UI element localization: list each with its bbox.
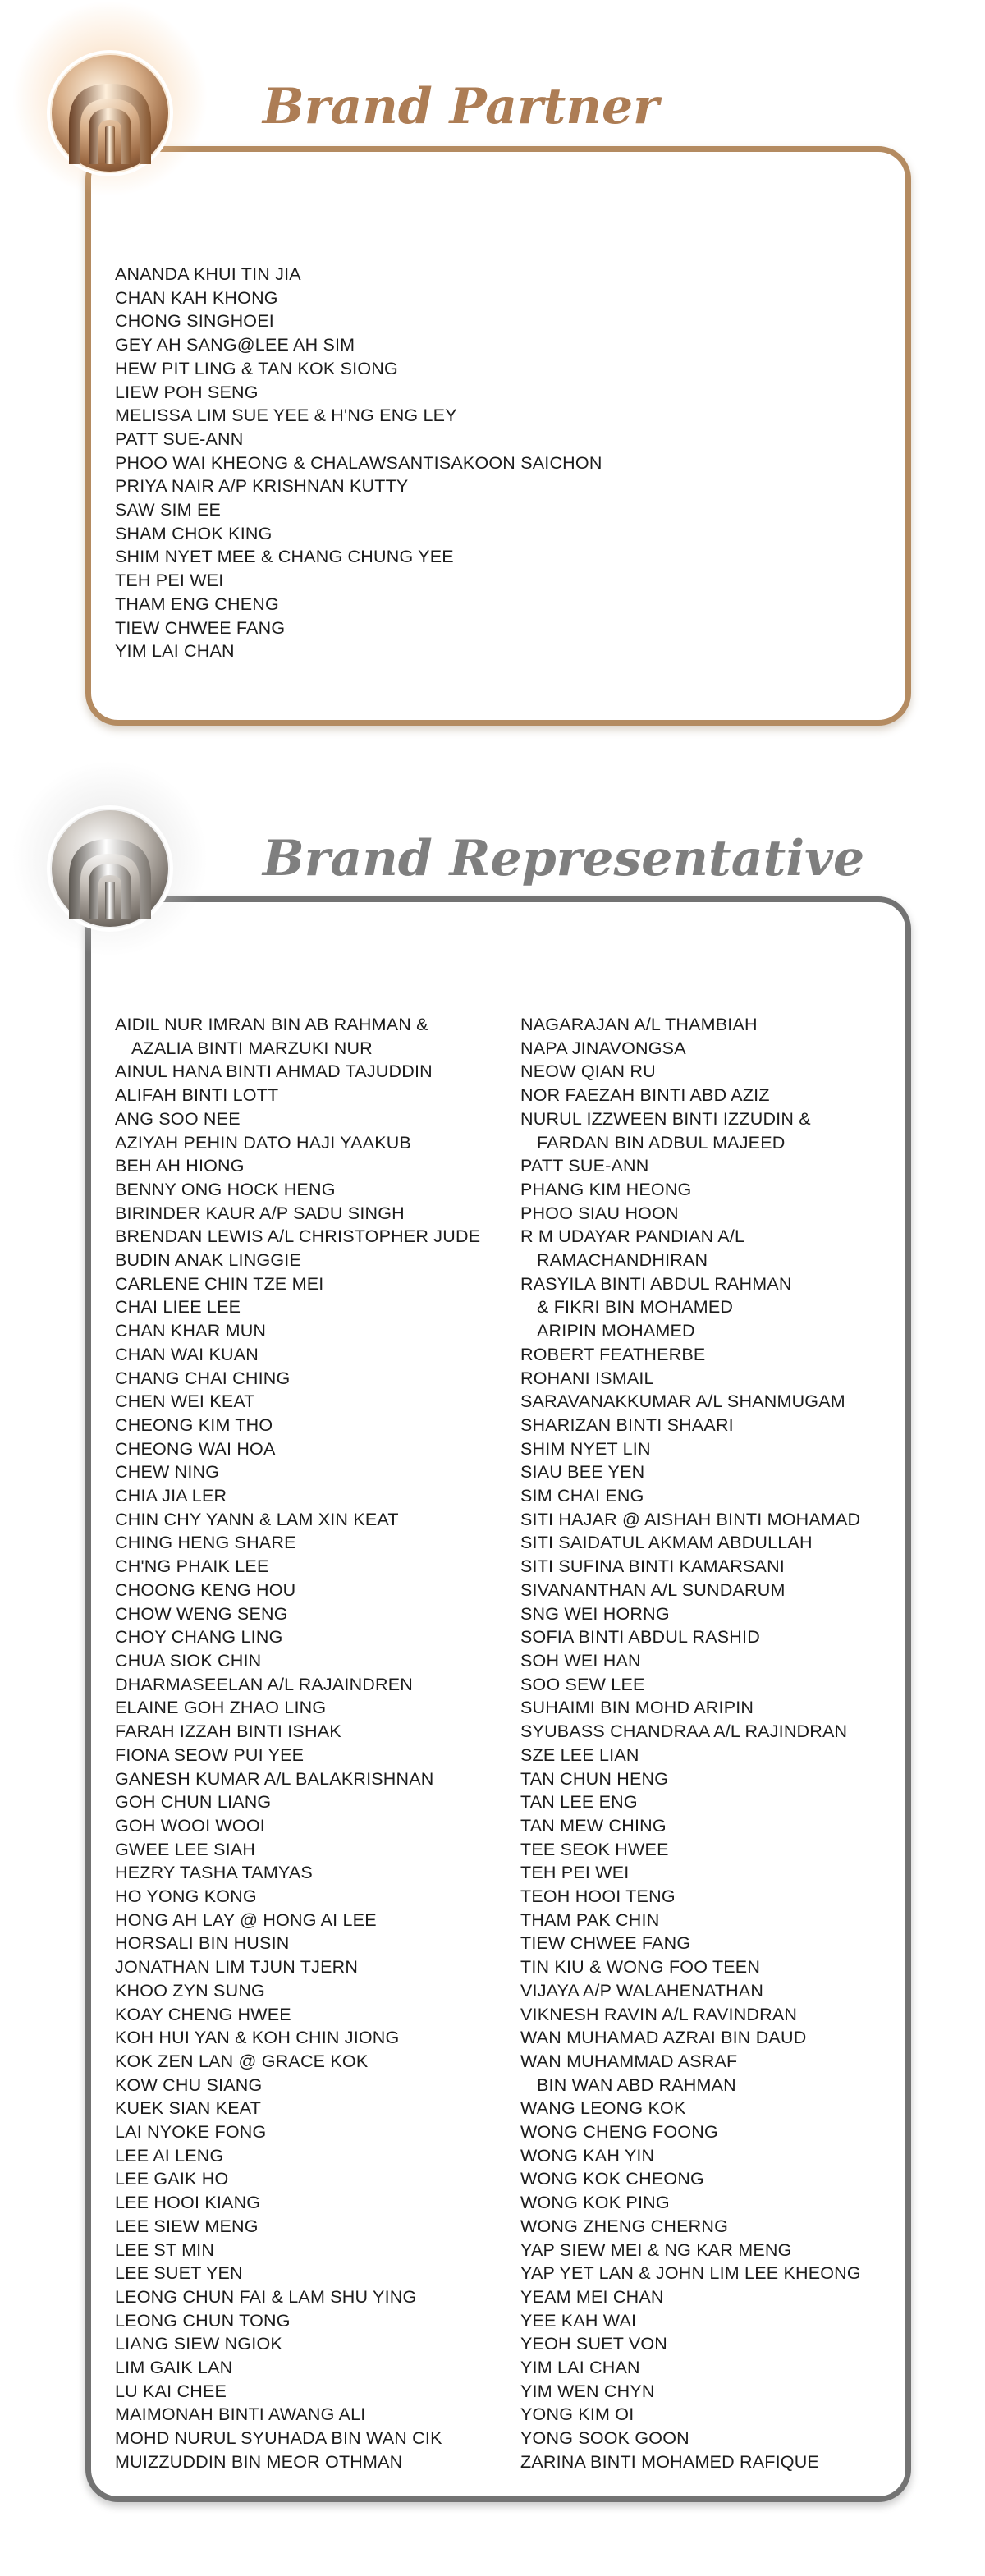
name-entry [520, 1932, 861, 1955]
name-entry [115, 1579, 480, 1602]
name-text: CARLENE CHIN TZE MEI [115, 1273, 324, 1294]
name-text: YAP SIEW MEI & NG KAR MENG [520, 2239, 792, 2260]
name-entry [115, 2427, 480, 2450]
name-entry [520, 1767, 861, 1791]
name-text: MOHD NURUL SYUHADA BIN WAN CIK [115, 2428, 442, 2449]
name-entry [115, 1084, 480, 1107]
name-text: LIM GAIK LAN [115, 2358, 233, 2378]
name-text: GWEE LEE SIAH [115, 1839, 256, 1859]
name-text: GOH WOOI WOOI [115, 1815, 265, 1836]
name-entry [520, 1178, 861, 1202]
name-text: GANESH KUMAR A/L BALAKRISHNAN [115, 1768, 434, 1789]
name-entry [115, 404, 602, 428]
name-continuation-text: AZALIA BINTI MARZUKI NUR [131, 1038, 373, 1058]
name-text: KOK ZEN LAN @ GRACE KOK [115, 2051, 369, 2071]
name-text: KOAY CHENG HWEE [115, 2004, 291, 2024]
name-entry [115, 2074, 480, 2097]
name-text: PRIYA NAIR A/P KRISHNAN KUTTY [115, 476, 409, 497]
name-entry [520, 1013, 861, 1037]
name-text: BEH AH HIONG [115, 1156, 245, 1176]
name-entry [115, 2120, 480, 2144]
name-text: HORSALI BIN HUSIN [115, 1933, 290, 1954]
name-entry [115, 1979, 480, 2003]
name-entry [520, 1437, 861, 1461]
name-text: TAN LEE ENG [520, 1792, 638, 1813]
name-entry [115, 1909, 480, 1932]
name-entry [115, 1814, 480, 1838]
name-entry [520, 1272, 861, 1343]
name-entry [115, 1202, 480, 1226]
name-text: YIM WEN CHYN [520, 2381, 655, 2401]
name-text: YEE KAH WAI [520, 2310, 637, 2331]
name-entry [520, 1885, 861, 1909]
name-entry [520, 2285, 861, 2309]
name-entry [115, 451, 602, 475]
name-text: CHEW NING [115, 1462, 220, 1483]
name-entry [520, 1414, 861, 1437]
name-text: SIAU BEE YEN [520, 1462, 645, 1483]
name-text: TEOH HOOI TENG [520, 1886, 676, 1907]
name-entry [520, 2450, 861, 2474]
name-entry [115, 1107, 480, 1131]
name-text: SOH WEI HAN [520, 1650, 641, 1671]
name-entry [115, 1649, 480, 1673]
name-entry [115, 381, 602, 405]
name-text: KOW CHU SIANG [115, 2074, 263, 2095]
name-text: LEE ST MIN [115, 2239, 215, 2260]
name-text: THAM ENG CHENG [115, 594, 279, 614]
name-text: VIJAYA A/P WALAHENATHAN [520, 1980, 764, 2001]
name-entry [115, 1437, 480, 1461]
name-entry [115, 2356, 480, 2380]
name-text: TEE SEOK HWEE [520, 1839, 669, 1859]
name-text: CHEONG KIM THO [115, 1414, 273, 1435]
name-text: PHANG KIM HEONG [520, 1179, 692, 1199]
name-text: CHOONG KENG HOU [115, 1579, 296, 1600]
name-entry [115, 2097, 480, 2120]
name-text: CHAN WAI KUAN [115, 1344, 259, 1364]
name-text: BIRINDER KAUR A/P SADU SINGH [115, 1203, 405, 1223]
name-text: ELAINE GOH ZHAO LING [115, 1698, 327, 1718]
name-entry [115, 1861, 480, 1885]
brand-partner-name-list [115, 263, 602, 663]
name-text: TEH PEI WEI [115, 571, 224, 591]
name-text: YEOH SUET VON [520, 2334, 668, 2354]
name-entry [115, 1390, 480, 1414]
name-entry [115, 1414, 480, 1437]
silver-arch-emblem-icon [44, 803, 176, 934]
name-text: SIVANANTHAN A/L SUNDARUM [520, 1579, 786, 1600]
bronze-arch-emblem-icon [44, 48, 176, 179]
name-text: TAN CHUN HENG [520, 1768, 669, 1789]
name-entry [520, 1838, 861, 1862]
brand-partner-title: Brand Partner [263, 78, 659, 135]
name-text: CH'NG PHAIK LEE [115, 1556, 269, 1577]
name-entry [520, 1861, 861, 1885]
name-entry [115, 1508, 480, 1532]
name-entry [520, 2403, 861, 2427]
name-text: ANANDA KHUI TIN JIA [115, 264, 301, 284]
name-text: SHIM NYET LIN [520, 1438, 651, 1459]
name-entry [115, 1885, 480, 1909]
name-text: SITI SUFINA BINTI KAMARSANI [520, 1556, 785, 1577]
name-text: LIANG SIEW NGIOK [115, 2334, 282, 2354]
name-entry [115, 1154, 480, 1178]
name-text: WONG KAH YIN [520, 2145, 655, 2166]
name-entry [520, 1649, 861, 1673]
name-continuation-text: RAMACHANDHIRAN [537, 1250, 708, 1271]
name-entry [115, 1178, 480, 1202]
name-entry [520, 1343, 861, 1367]
name-entry [520, 1225, 861, 1272]
name-text: ALIFAH BINTI LOTT [115, 1085, 279, 1106]
name-text: TIN KIU & WONG FOO TEEN [520, 1957, 761, 1978]
name-entry [115, 263, 602, 286]
name-text: JONATHAN LIM TJUN TJERN [115, 1957, 359, 1978]
name-text: HEW PIT LING & TAN KOK SIONG [115, 358, 398, 378]
name-text: MUIZZUDDIN BIN MEOR OTHMAN [115, 2451, 403, 2472]
name-entry [520, 1484, 861, 1508]
name-text: CHAI LIEE LEE [115, 1297, 241, 1318]
name-entry [520, 2427, 861, 2450]
name-text: HONG AH LAY @ HONG AI LEE [115, 1909, 377, 1930]
name-entry [520, 2167, 861, 2191]
name-text: CHANG CHAI CHING [115, 1368, 291, 1388]
name-text: RASYILA BINTI ABDUL RAHMAN [520, 1273, 792, 1294]
name-entry [520, 1790, 861, 1814]
name-text: AZIYAH PEHIN DATO HAJI YAAKUB [115, 1132, 412, 1153]
name-text: FARAH IZZAH BINTI ISHAK [115, 1721, 341, 1742]
name-entry [115, 1225, 480, 1249]
name-text: BRENDAN LEWIS A/L CHRISTOPHER JUDE [115, 1226, 481, 1247]
name-entry [115, 2239, 480, 2262]
name-entry [115, 2403, 480, 2427]
name-text: LEE SUET YEN [115, 2263, 243, 2284]
name-entry [520, 1460, 861, 1484]
name-text: SARAVANAKKUMAR A/L SHANMUGAM [520, 1391, 845, 1412]
name-entry [520, 2215, 861, 2239]
name-entry [520, 1625, 861, 1649]
name-entry [520, 1720, 861, 1744]
name-text: CHOW WENG SENG [115, 1603, 288, 1624]
name-text: TIEW CHWEE FANG [115, 617, 286, 638]
name-text: SHIM NYET MEE & CHANG CHUNG YEE [115, 547, 454, 567]
name-entry [115, 1744, 480, 1767]
name-entry [115, 1343, 480, 1367]
name-entry [115, 616, 602, 640]
name-entry [115, 1460, 480, 1484]
name-entry [115, 1319, 480, 1343]
name-text: WONG KOK CHEONG [520, 2169, 704, 2189]
name-entry [520, 2239, 861, 2262]
name-text: HO YONG KONG [115, 1886, 257, 1907]
name-entry [520, 1673, 861, 1697]
name-text: SIM CHAI ENG [520, 1486, 644, 1506]
name-text: LEE GAIK HO [115, 2169, 229, 2189]
name-text: SYUBASS CHANDRAA A/L RAJINDRAN [520, 1721, 848, 1742]
name-continuation-text: FARDAN BIN ADBUL MAJEED [537, 1132, 786, 1153]
name-entry [115, 474, 602, 498]
name-text: R M UDAYAR PANDIAN A/L [520, 1226, 745, 1247]
name-entry [520, 1202, 861, 1226]
name-entry [520, 2332, 861, 2356]
name-text: LEONG CHUN TONG [115, 2310, 291, 2331]
name-entry [520, 1814, 861, 1838]
name-text: PHOO SIAU HOON [520, 1203, 679, 1223]
name-text: SNG WEI HORNG [520, 1603, 670, 1624]
name-entry [520, 2120, 861, 2144]
name-entry [115, 1932, 480, 1955]
name-text: GOH CHUN LIANG [115, 1792, 272, 1813]
name-entry [115, 1249, 480, 1272]
name-entry [115, 1625, 480, 1649]
name-text: SAW SIM EE [115, 500, 222, 520]
name-text: KUEK SIAN KEAT [115, 2098, 262, 2119]
name-text: ROBERT FEATHERBE [520, 1344, 706, 1364]
name-entry [115, 428, 602, 451]
name-entry [520, 2050, 861, 2097]
name-text: WONG KOK PING [520, 2193, 670, 2213]
name-entry [520, 1107, 861, 1154]
name-text: ANG SOO NEE [115, 1108, 241, 1129]
name-text: WONG ZHENG CHERNG [520, 2216, 729, 2236]
name-text: PHOO WAI KHEONG & CHALAWSANTISAKOON SAICHON [115, 452, 602, 473]
name-text: SUHAIMI BIN MOHD ARIPIN [520, 1698, 754, 1718]
name-text: PATT SUE-ANN [520, 1156, 649, 1176]
name-entry [520, 2097, 861, 2120]
name-entry [115, 522, 602, 546]
name-entry [115, 286, 602, 310]
name-text: LEE AI LENG [115, 2145, 224, 2166]
name-entry [520, 1531, 861, 1555]
name-entry [115, 1131, 480, 1155]
name-text: ROHANI ISMAIL [520, 1368, 654, 1388]
name-entry [115, 2380, 480, 2404]
name-text: KOH HUI YAN & KOH CHIN JIONG [115, 2028, 400, 2048]
brand-partner-section [0, 0, 985, 739]
name-entry [115, 1767, 480, 1791]
name-entry [115, 2050, 480, 2074]
name-entry [115, 309, 602, 333]
name-continuation-text: ARIPIN MOHAMED [537, 1321, 695, 1341]
name-entry [115, 2144, 480, 2168]
name-entry [115, 1602, 480, 1626]
name-entry [115, 1367, 480, 1391]
brand-representative-right-column [520, 1013, 861, 2474]
name-text: WONG CHENG FOONG [520, 2122, 718, 2143]
name-entry [115, 333, 602, 357]
name-entry [520, 1955, 861, 1979]
name-entry [520, 2380, 861, 2404]
name-entry [115, 1531, 480, 1555]
name-text: AIDIL NUR IMRAN BIN AB RAHMAN & [115, 1015, 428, 1034]
name-text: CHING HENG SHARE [115, 1533, 296, 1553]
name-text: YONG SOOK GOON [520, 2428, 690, 2449]
name-text: ZARINA BINTI MOHAMED RAFIQUE [520, 2451, 819, 2472]
name-text: AINUL HANA BINTI AHMAD TAJUDDIN [115, 1061, 433, 1082]
name-entry [520, 1154, 861, 1178]
name-text: LEE SIEW MENG [115, 2216, 259, 2236]
name-entry [115, 569, 602, 593]
name-entry [520, 2026, 861, 2050]
name-entry [115, 1484, 480, 1508]
name-text: SITI HAJAR @ AISHAH BINTI MOHAMAD [520, 1509, 861, 1529]
name-entry [115, 1673, 480, 1697]
name-text: THAM PAK CHIN [520, 1909, 660, 1930]
name-entry [520, 1508, 861, 1532]
name-text: WAN MUHAMMAD ASRAF [520, 2051, 738, 2071]
name-entry [115, 2450, 480, 2474]
name-text: TEH PEI WEI [520, 1863, 630, 1883]
name-entry [520, 2191, 861, 2215]
name-entry [115, 2332, 480, 2356]
name-text: CHEONG WAI HOA [115, 1438, 276, 1459]
name-text: YAP YET LAN & JOHN LIM LEE KHEONG [520, 2263, 861, 2284]
name-entry [520, 2309, 861, 2333]
name-entry [115, 2215, 480, 2239]
name-text: YEAM MEI CHAN [520, 2286, 664, 2307]
name-text: NAPA JINAVONGSA [520, 1038, 686, 1058]
name-entry [115, 1060, 480, 1084]
name-entry [115, 2167, 480, 2191]
name-text: WANG LEONG KOK [520, 2098, 686, 2119]
name-entry [115, 2026, 480, 2050]
name-text: SOO SEW LEE [520, 1674, 645, 1694]
name-entry [520, 1390, 861, 1414]
name-text: CHONG SINGHOEI [115, 311, 274, 332]
name-entry [115, 2262, 480, 2285]
name-text: NAGARAJAN A/L THAMBIAH [520, 1015, 758, 1034]
name-text: TAN MEW CHING [520, 1815, 667, 1836]
name-entry [115, 1295, 480, 1319]
name-text: CHIA JIA LER [115, 1486, 227, 1506]
name-text: BUDIN ANAK LINGGIE [115, 1250, 302, 1271]
name-entry [115, 2309, 480, 2333]
name-text: TIEW CHWEE FANG [520, 1933, 691, 1954]
name-entry [115, 1013, 480, 1060]
name-entry [115, 1955, 480, 1979]
name-text: SITI SAIDATUL AKMAM ABDULLAH [520, 1533, 813, 1553]
name-text: SOFIA BINTI ABDUL RASHID [520, 1627, 760, 1648]
name-entry [115, 1272, 480, 1296]
name-entry [115, 545, 602, 569]
name-entry [115, 2191, 480, 2215]
name-text: CHAN KAH KHONG [115, 287, 278, 308]
name-entry [115, 2285, 480, 2309]
name-entry [520, 2144, 861, 2168]
name-text: DHARMASEELAN A/L RAJAINDREN [115, 1674, 414, 1694]
name-entry [115, 1555, 480, 1579]
name-text: SHAM CHOK KING [115, 523, 273, 543]
name-entry [520, 1909, 861, 1932]
name-entry [520, 1060, 861, 1084]
name-text: LU KAI CHEE [115, 2381, 227, 2401]
name-text: GEY AH SANG@LEE AH SIM [115, 335, 355, 355]
name-text: HEZRY TASHA TAMYAS [115, 1863, 313, 1883]
name-text: CHEN WEI KEAT [115, 1391, 255, 1412]
name-text: LEE HOOI KIANG [115, 2193, 261, 2213]
name-entry [520, 1084, 861, 1107]
name-entry [520, 2356, 861, 2380]
name-entry [520, 2003, 861, 2027]
name-text: KHOO ZYN SUNG [115, 1980, 265, 2001]
name-entry [115, 1720, 480, 1744]
name-text: CHAN KHAR MUN [115, 1321, 267, 1341]
name-text: NOR FAEZAH BINTI ABD AZIZ [520, 1085, 770, 1106]
name-entry [115, 498, 602, 522]
name-entry [520, 2262, 861, 2285]
name-text: CHUA SIOK CHIN [115, 1650, 262, 1671]
name-text: YONG KIM OI [520, 2404, 635, 2425]
name-entry [115, 639, 602, 663]
name-entry [115, 593, 602, 616]
name-text: MAIMONAH BINTI AWANG ALI [115, 2404, 366, 2425]
name-entry [520, 1367, 861, 1391]
brand-representative-left-column [115, 1013, 480, 2474]
name-text: NEOW QIAN RU [520, 1061, 656, 1082]
name-entry [115, 1790, 480, 1814]
name-text: SHARIZAN BINTI SHAARI [520, 1414, 734, 1435]
name-text: CHIN CHY YANN & LAM XIN KEAT [115, 1509, 399, 1529]
name-continuation-text: & FIKRI BIN MOHAMED [537, 1297, 734, 1318]
brand-representative-title: Brand Representative [263, 830, 865, 887]
name-entry [520, 1979, 861, 2003]
name-text: VIKNESH RAVIN A/L RAVINDRAN [520, 2004, 798, 2024]
name-entry [520, 1696, 861, 1720]
name-text: LEONG CHUN FAI & LAM SHU YING [115, 2286, 417, 2307]
name-text: MELISSA LIM SUE YEE & H'NG ENG LEY [115, 406, 457, 426]
name-text: NURUL IZZWEEN BINTI IZZUDIN & [520, 1108, 811, 1129]
name-text: PATT SUE-ANN [115, 429, 244, 449]
name-text: LIEW POH SENG [115, 382, 259, 402]
name-entry [115, 357, 602, 381]
name-text: SZE LEE LIAN [520, 1744, 639, 1765]
name-entry [520, 1555, 861, 1579]
name-text: YIM LAI CHAN [520, 2358, 640, 2378]
name-text: BENNY ONG HOCK HENG [115, 1179, 336, 1199]
name-text: FIONA SEOW PUI YEE [115, 1744, 305, 1765]
name-entry [520, 1037, 861, 1061]
name-continuation-text: BIN WAN ABD RAHMAN [537, 2074, 736, 2095]
name-text: WAN MUHAMAD AZRAI BIN DAUD [520, 2028, 807, 2048]
name-text: CHOY CHANG LING [115, 1627, 283, 1648]
name-entry [520, 1744, 861, 1767]
name-text: YIM LAI CHAN [115, 641, 235, 662]
name-entry [520, 1579, 861, 1602]
name-entry [115, 1838, 480, 1862]
name-entry [115, 2003, 480, 2027]
name-entry [115, 1696, 480, 1720]
name-entry [520, 1602, 861, 1626]
name-text: LAI NYOKE FONG [115, 2122, 267, 2143]
